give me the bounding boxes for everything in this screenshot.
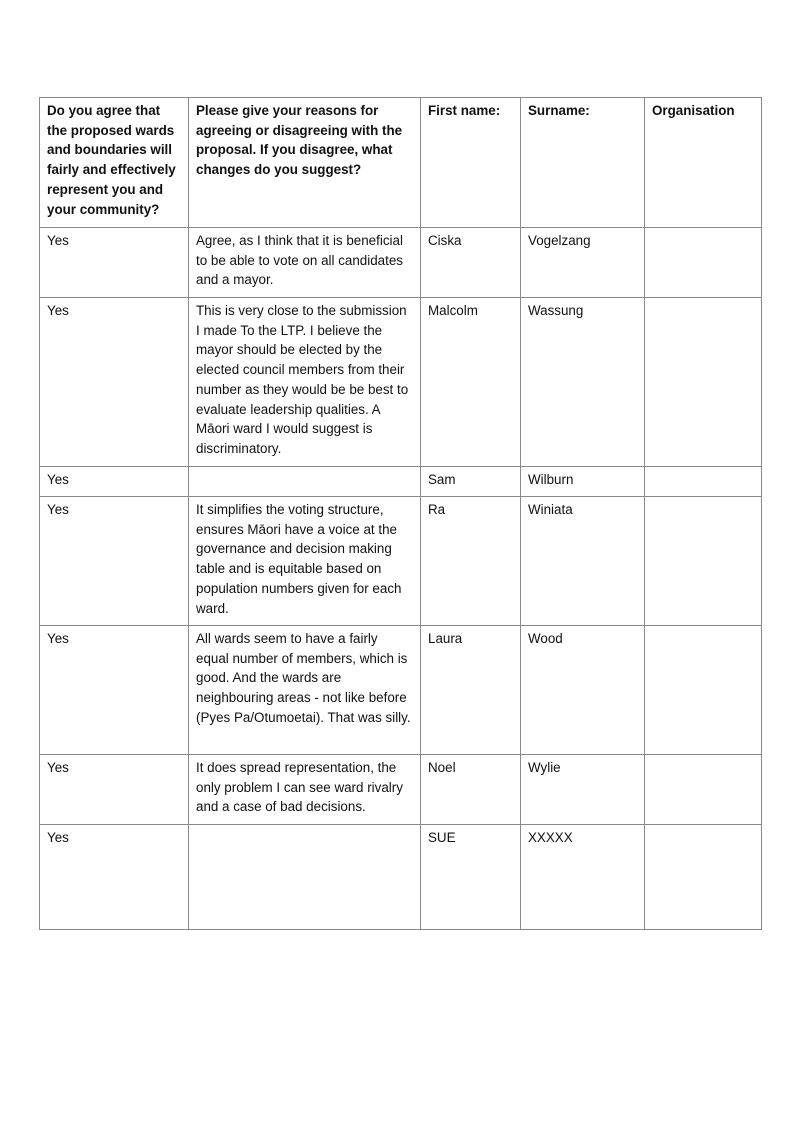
cell-first-name: SUE xyxy=(421,825,521,930)
header-organisation: Organisation xyxy=(645,98,762,228)
cell-surname: Winiata xyxy=(521,497,645,626)
cell-organisation xyxy=(645,467,762,497)
cell-organisation xyxy=(645,825,762,930)
cell-organisation xyxy=(645,755,762,825)
cell-reasons: It simplifies the voting structure, ensures Māori have a voice at the governance and decision making table and is equitable based on population numbers given for each ward. xyxy=(189,497,421,626)
table-row xyxy=(40,825,762,930)
cell-agree: Yes xyxy=(40,825,189,930)
cell-surname: Wilburn xyxy=(521,467,645,497)
cell-surname: Vogelzang xyxy=(521,228,645,298)
cell-reasons: Agree, as I think that it is beneficial to be able to vote on all candidates and a mayor. xyxy=(189,228,421,298)
table-row xyxy=(40,755,762,825)
header-row xyxy=(40,98,762,228)
cell-first-name: Laura xyxy=(421,626,521,755)
header-agree: Do you agree that the proposed wards and boundaries will fairly and effectively represent you and your community? xyxy=(40,98,189,228)
cell-agree: Yes xyxy=(40,755,189,825)
cell-organisation xyxy=(645,497,762,626)
cell-surname: Wassung xyxy=(521,298,645,467)
cell-reasons: This is very close to the submission I made To the LTP. I believe the mayor should be elected by the elected council members from their number as they would be be best to evaluate leadership qualities. A Māori ward I would suggest is discriminatory. xyxy=(189,298,421,467)
table-row xyxy=(40,228,762,298)
table-row xyxy=(40,626,762,755)
cell-organisation xyxy=(645,298,762,467)
cell-first-name: Malcolm xyxy=(421,298,521,467)
cell-agree: Yes xyxy=(40,298,189,467)
cell-surname: Wood xyxy=(521,626,645,755)
table-row xyxy=(40,497,762,626)
cell-organisation xyxy=(645,228,762,298)
cell-agree: Yes xyxy=(40,467,189,497)
cell-first-name: Sam xyxy=(421,467,521,497)
cell-agree: Yes xyxy=(40,626,189,755)
table-row xyxy=(40,298,762,467)
cell-agree: Yes xyxy=(40,228,189,298)
cell-reasons xyxy=(189,825,421,930)
cell-surname: Wylie xyxy=(521,755,645,825)
cell-agree: Yes xyxy=(40,497,189,626)
cell-surname: XXXXX xyxy=(521,825,645,930)
cell-reasons xyxy=(189,467,421,497)
table-row xyxy=(40,467,762,497)
header-first-name: First name: xyxy=(421,98,521,228)
submissions-table xyxy=(39,97,762,930)
header-surname: Surname: xyxy=(521,98,645,228)
cell-first-name: Ra xyxy=(421,497,521,626)
header-reasons: Please give your reasons for agreeing or disagreeing with the proposal. If you disagree, what changes do you suggest? xyxy=(189,98,421,228)
cell-reasons: It does spread representation, the only problem I can see ward rivalry and a case of bad decisions. xyxy=(189,755,421,825)
cell-reasons: All wards seem to have a fairly equal number of members, which is good. And the wards are neighbouring areas - not like before (Pyes Pa/Otumoetai). That was silly. xyxy=(189,626,421,755)
cell-organisation xyxy=(645,626,762,755)
cell-first-name: Noel xyxy=(421,755,521,825)
cell-first-name: Ciska xyxy=(421,228,521,298)
